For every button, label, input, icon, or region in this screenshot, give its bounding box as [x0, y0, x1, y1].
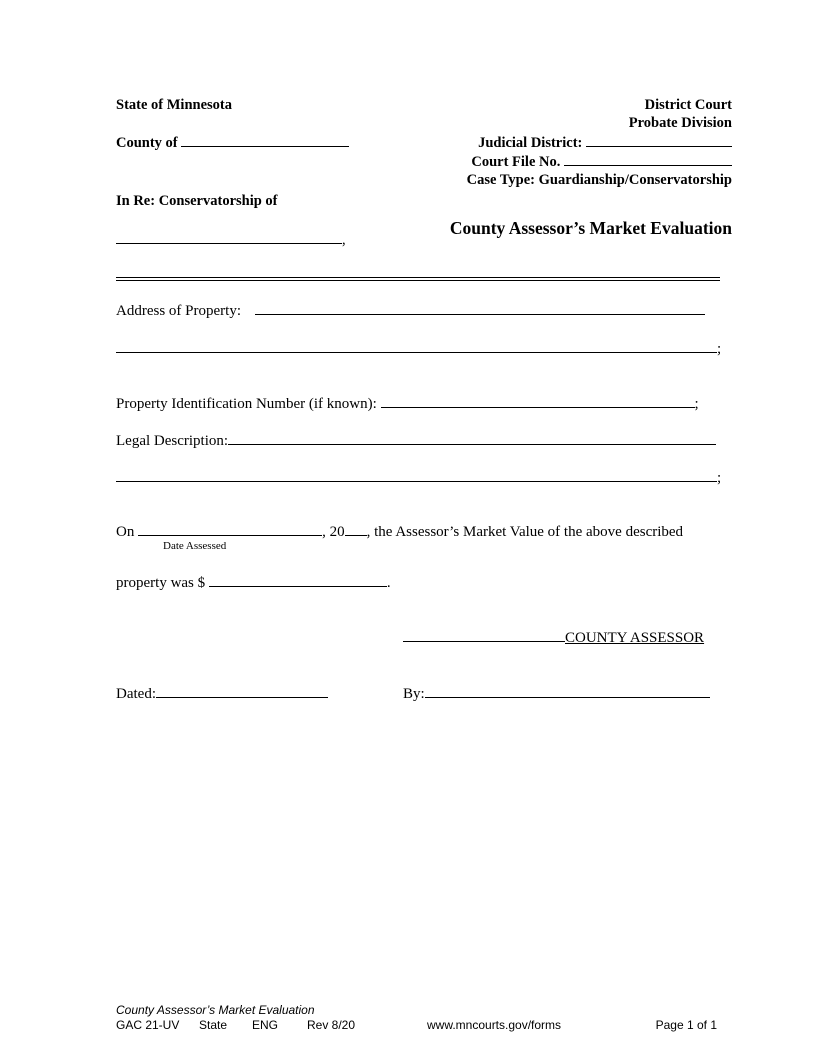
- assessor-signature-field[interactable]: [403, 629, 565, 642]
- divider-top: [116, 277, 720, 278]
- property-value-line: [116, 574, 391, 592]
- judicial-district-field[interactable]: [586, 134, 732, 147]
- pin-line: [116, 395, 699, 413]
- date-assessed-field[interactable]: [138, 523, 322, 536]
- address-field-2[interactable]: [116, 340, 717, 353]
- legal-label: Legal Description:: [116, 433, 229, 449]
- year-prefix: , 20: [322, 524, 345, 540]
- pin-label: Property Identification Number (if known):: [116, 396, 377, 412]
- dated-label: Dated:: [116, 686, 156, 702]
- footer-form-code: GAC 21-UV: [116, 1018, 180, 1032]
- case-type-label: Case Type: Guardianship/Conservatorship: [466, 172, 732, 188]
- footer-lang: ENG: [252, 1018, 279, 1032]
- conservatee-name-field[interactable]: [116, 231, 342, 244]
- semicolon: ;: [694, 396, 699, 412]
- conservatee-line: [116, 231, 346, 249]
- page-title: County Assessor’s Market Evaluation: [449, 218, 732, 238]
- footer-url[interactable]: www.mncourts.gov/forms: [427, 1018, 562, 1032]
- on-label: On: [116, 524, 135, 540]
- address-line: [116, 302, 705, 320]
- judicial-district-line: [478, 134, 732, 152]
- pin-field[interactable]: [381, 395, 695, 408]
- property-was-label: property was $: [116, 575, 206, 591]
- dated-line: [116, 685, 328, 703]
- division-label: Probate Division: [628, 115, 732, 131]
- semicolon: ;: [717, 470, 722, 486]
- court-file-label: Court File No.: [471, 154, 561, 170]
- county-assessor-label: COUNTY ASSESSOR: [565, 630, 705, 646]
- in-re-label: In Re: Conservatorship of: [116, 193, 278, 209]
- court-label: District Court: [644, 97, 732, 113]
- footer-scope: State: [199, 1018, 228, 1032]
- state-label: State of Minnesota: [116, 97, 232, 113]
- footer-form-title: County Assessor’s Market Evaluation: [116, 1003, 315, 1017]
- legal-field-2[interactable]: [116, 469, 717, 482]
- footer-revision: Rev 8/20: [307, 1018, 356, 1032]
- address-field[interactable]: [255, 302, 705, 315]
- legal-field[interactable]: [228, 432, 716, 445]
- county-field[interactable]: [181, 134, 349, 147]
- assessment-sentence: , the Assessor’s Market Value of the above described: [366, 524, 684, 540]
- semicolon: ;: [717, 341, 722, 357]
- address-label: Address of Property:: [116, 303, 241, 319]
- divider-bottom: [116, 280, 720, 281]
- comma: ,: [342, 232, 346, 248]
- court-file-field[interactable]: [564, 153, 732, 166]
- by-label: By:: [403, 686, 425, 702]
- legal-line-2: [116, 469, 721, 487]
- court-file-line: [471, 153, 732, 171]
- market-value-field[interactable]: [209, 574, 387, 587]
- footer-page-number: Page 1 of 1: [655, 1018, 717, 1032]
- period: .: [386, 575, 391, 591]
- by-line: [403, 685, 710, 703]
- assessor-signature-line: [403, 629, 704, 647]
- address-line-2: [116, 340, 721, 358]
- legal-line: [116, 432, 716, 450]
- date-assessed-caption: Date Assessed: [163, 540, 227, 552]
- assessment-line: [116, 523, 683, 541]
- judicial-district-label: Judicial District:: [478, 135, 583, 151]
- year-field[interactable]: [345, 523, 367, 536]
- county-label: County of: [116, 135, 178, 151]
- dated-field[interactable]: [156, 685, 328, 698]
- by-signature-field[interactable]: [425, 685, 710, 698]
- county-line: [116, 134, 349, 152]
